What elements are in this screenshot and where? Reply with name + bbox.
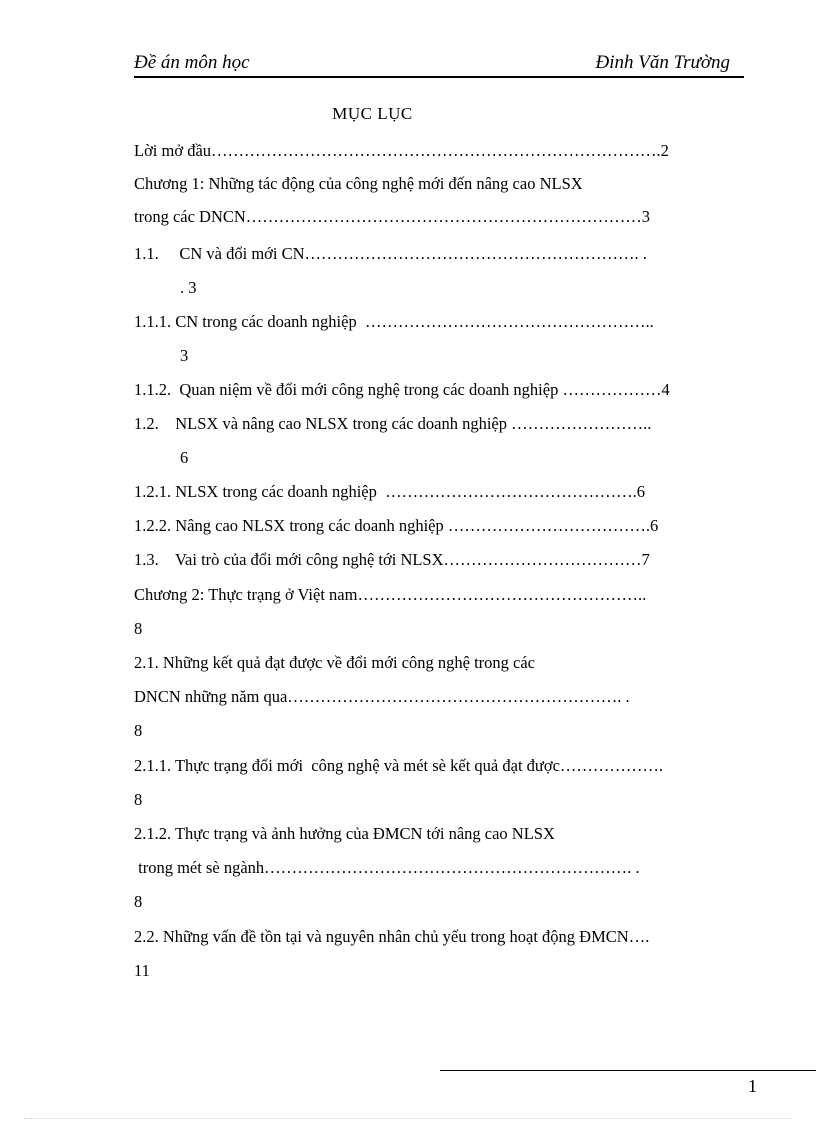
toc-line: 6 — [180, 448, 189, 467]
toc-line: trong mét sè ngành…………………………………………………………. . — [134, 858, 640, 877]
toc-line: 2.1.1. Thực trạng đổi mới công nghệ và mét sè kết quả đạt được………………. — [134, 756, 664, 775]
toc-line: 8 — [134, 619, 143, 638]
toc-line: Chương 1: Những tác động của công nghệ mới đến nâng cao NLSX — [134, 174, 583, 193]
toc-title-text: MỤC LỤC — [332, 104, 413, 123]
header-document-type: Đề án môn học — [134, 52, 250, 73]
toc-line: 1.1. CN và đổi mới CN……………………………………………………. . — [134, 244, 647, 263]
toc-line: 8 — [134, 892, 143, 911]
toc-line: Chương 2: Thực trạng ở Việt nam…………………………………………….. — [134, 585, 647, 604]
toc-line: 2.1. Những kết quả đạt được về đổi mới công nghệ trong các — [134, 653, 535, 672]
toc-line: 1.2.2. Nâng cao NLSX trong các doanh nghiệp ……………………………….6 — [134, 516, 659, 535]
toc-line: 8 — [134, 721, 143, 740]
page-number: 1 — [748, 1076, 757, 1096]
page-edge-divider — [24, 1118, 792, 1119]
toc-line: 1.1.1. CN trong các doanh nghiệp …………………………………………….. — [134, 312, 654, 331]
toc-title — [0, 104, 745, 124]
toc-line: 2.1.2. Thực trạng và ảnh hưởng của ĐMCN tới nâng cao NLSX — [134, 824, 555, 843]
toc-line: 11 — [134, 961, 150, 980]
toc-line: . 3 — [180, 278, 197, 297]
toc-line: DNCN những năm qua……………………………………………………. . — [134, 687, 630, 706]
footer-rule — [440, 1070, 816, 1071]
header-author: Đinh Văn Trường — [595, 52, 730, 73]
toc-line: 1.1.2. Quan niệm về đổi mới công nghệ trong các doanh nghiệp ………………4 — [134, 380, 670, 399]
toc-line: Lời mở đầu……………………………………………………………………….2 — [134, 141, 669, 160]
toc-line: 1.2. NLSX và nâng cao NLSX trong các doanh nghiệp …………………….. — [134, 414, 652, 433]
toc-line: 8 — [134, 790, 143, 809]
page-header — [134, 50, 744, 78]
toc-line: 1.2.1. NLSX trong các doanh nghiệp ……………………………………….6 — [134, 482, 645, 501]
toc-line: trong các DNCN………………………………………………………………3 — [134, 207, 651, 226]
toc-line: 1.3. Vai trò của đổi mới công nghệ tới NLSX………………………………7 — [134, 550, 650, 569]
toc-line: 2.2. Những vấn đề tồn tại và nguyên nhân chủ yếu trong hoạt động ĐMCN…. — [134, 927, 650, 946]
toc-line: 3 — [180, 346, 189, 365]
